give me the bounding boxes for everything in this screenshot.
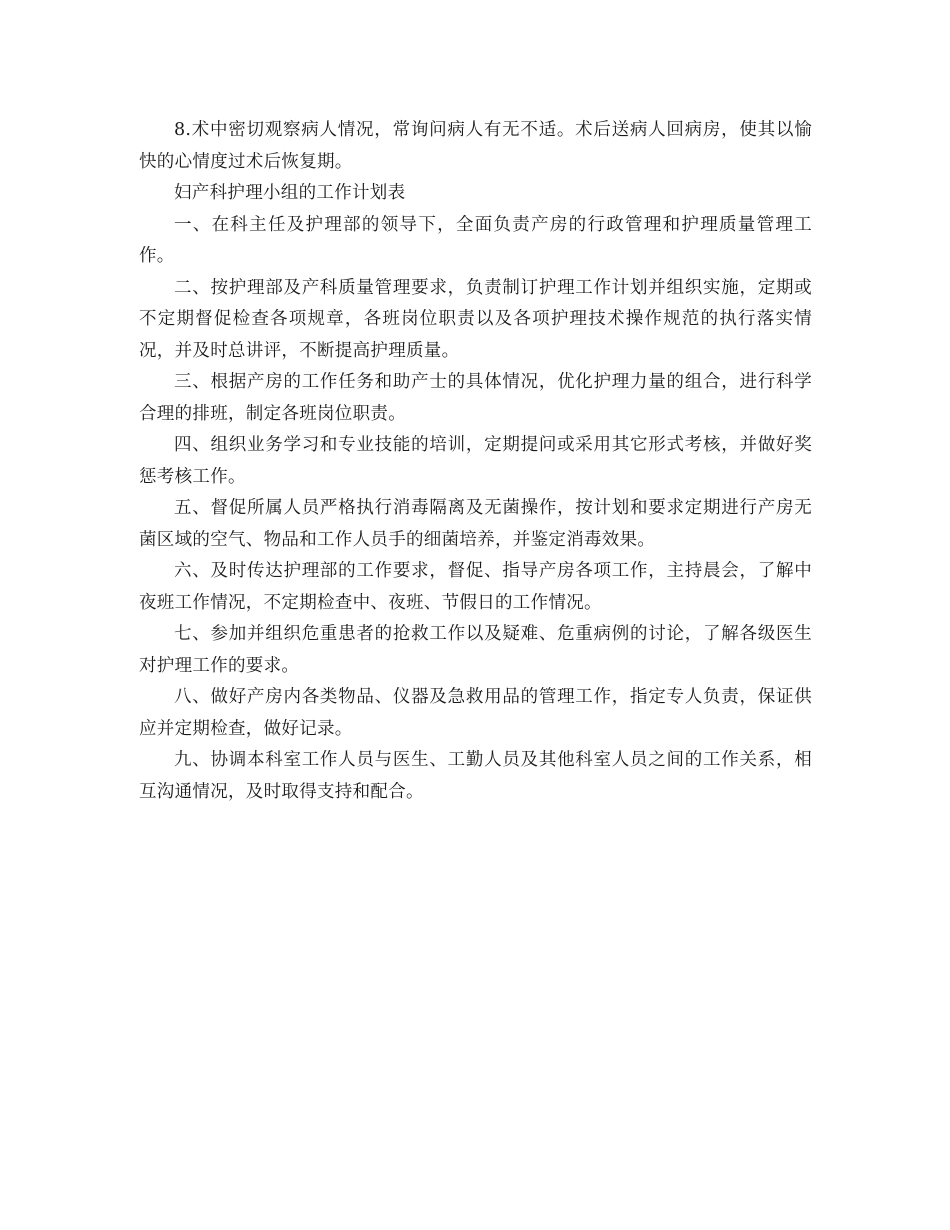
paragraph-item-8: 8.术中密切观察病人情况，常询问病人有无不适。术后送病人回病房，使其以愉快的心情度过术后恢复期。 xyxy=(139,120,812,172)
paragraph-duty-2: 二、按护理部及产科质量管理要求，负责制订护理工作计划并组织实施，定期或不定期督促检查各项规章，各班岗位职责以及各项护理技术操作规范的执行落实情况，并及时总讲评，不断提高护理质量。 xyxy=(139,277,812,361)
paragraph-duty-4: 四、组织业务学习和专业技能的培训，定期提问或采用其它形式考核，并做好奖惩考核工作。 xyxy=(139,435,812,487)
section-title: 妇产科护理小组的工作计划表 xyxy=(174,183,406,203)
paragraph-duty-8: 八、做好产房内各类物品、仪器及急救用品的管理工作，指定专人负责，保证供应并定期检查，做好记录。 xyxy=(139,687,812,739)
paragraph-duty-1: 一、在科主任及护理部的领导下，全面负责产房的行政管理和护理质量管理工作。 xyxy=(139,214,812,266)
paragraph-duty-5: 五、督促所属人员严格执行消毒隔离及无菌操作，按计划和要求定期进行产房无菌区域的空气、物品和工作人员手的细菌培养，并鉴定消毒效果。 xyxy=(139,498,812,550)
paragraph-duty-3: 三、根据产房的工作任务和助产士的具体情况，优化护理力量的组合，进行科学合理的排班，制定各班岗位职责。 xyxy=(139,372,812,424)
document-body xyxy=(139,115,812,808)
paragraph-duty-6: 六、及时传达护理部的工作要求，督促、指导产房各项工作，主持晨会，了解中夜班工作情况，不定期检查中、夜班、节假日的工作情况。 xyxy=(139,561,812,613)
paragraph-duty-9: 九、协调本科室工作人员与医生、工勤人员及其他科室人员之间的工作关系，相互沟通情况，及时取得支持和配合。 xyxy=(139,750,812,802)
paragraph-duty-7: 七、参加并组织危重患者的抢救工作以及疑难、危重病例的讨论，了解各级医生对护理工作的要求。 xyxy=(139,624,812,676)
